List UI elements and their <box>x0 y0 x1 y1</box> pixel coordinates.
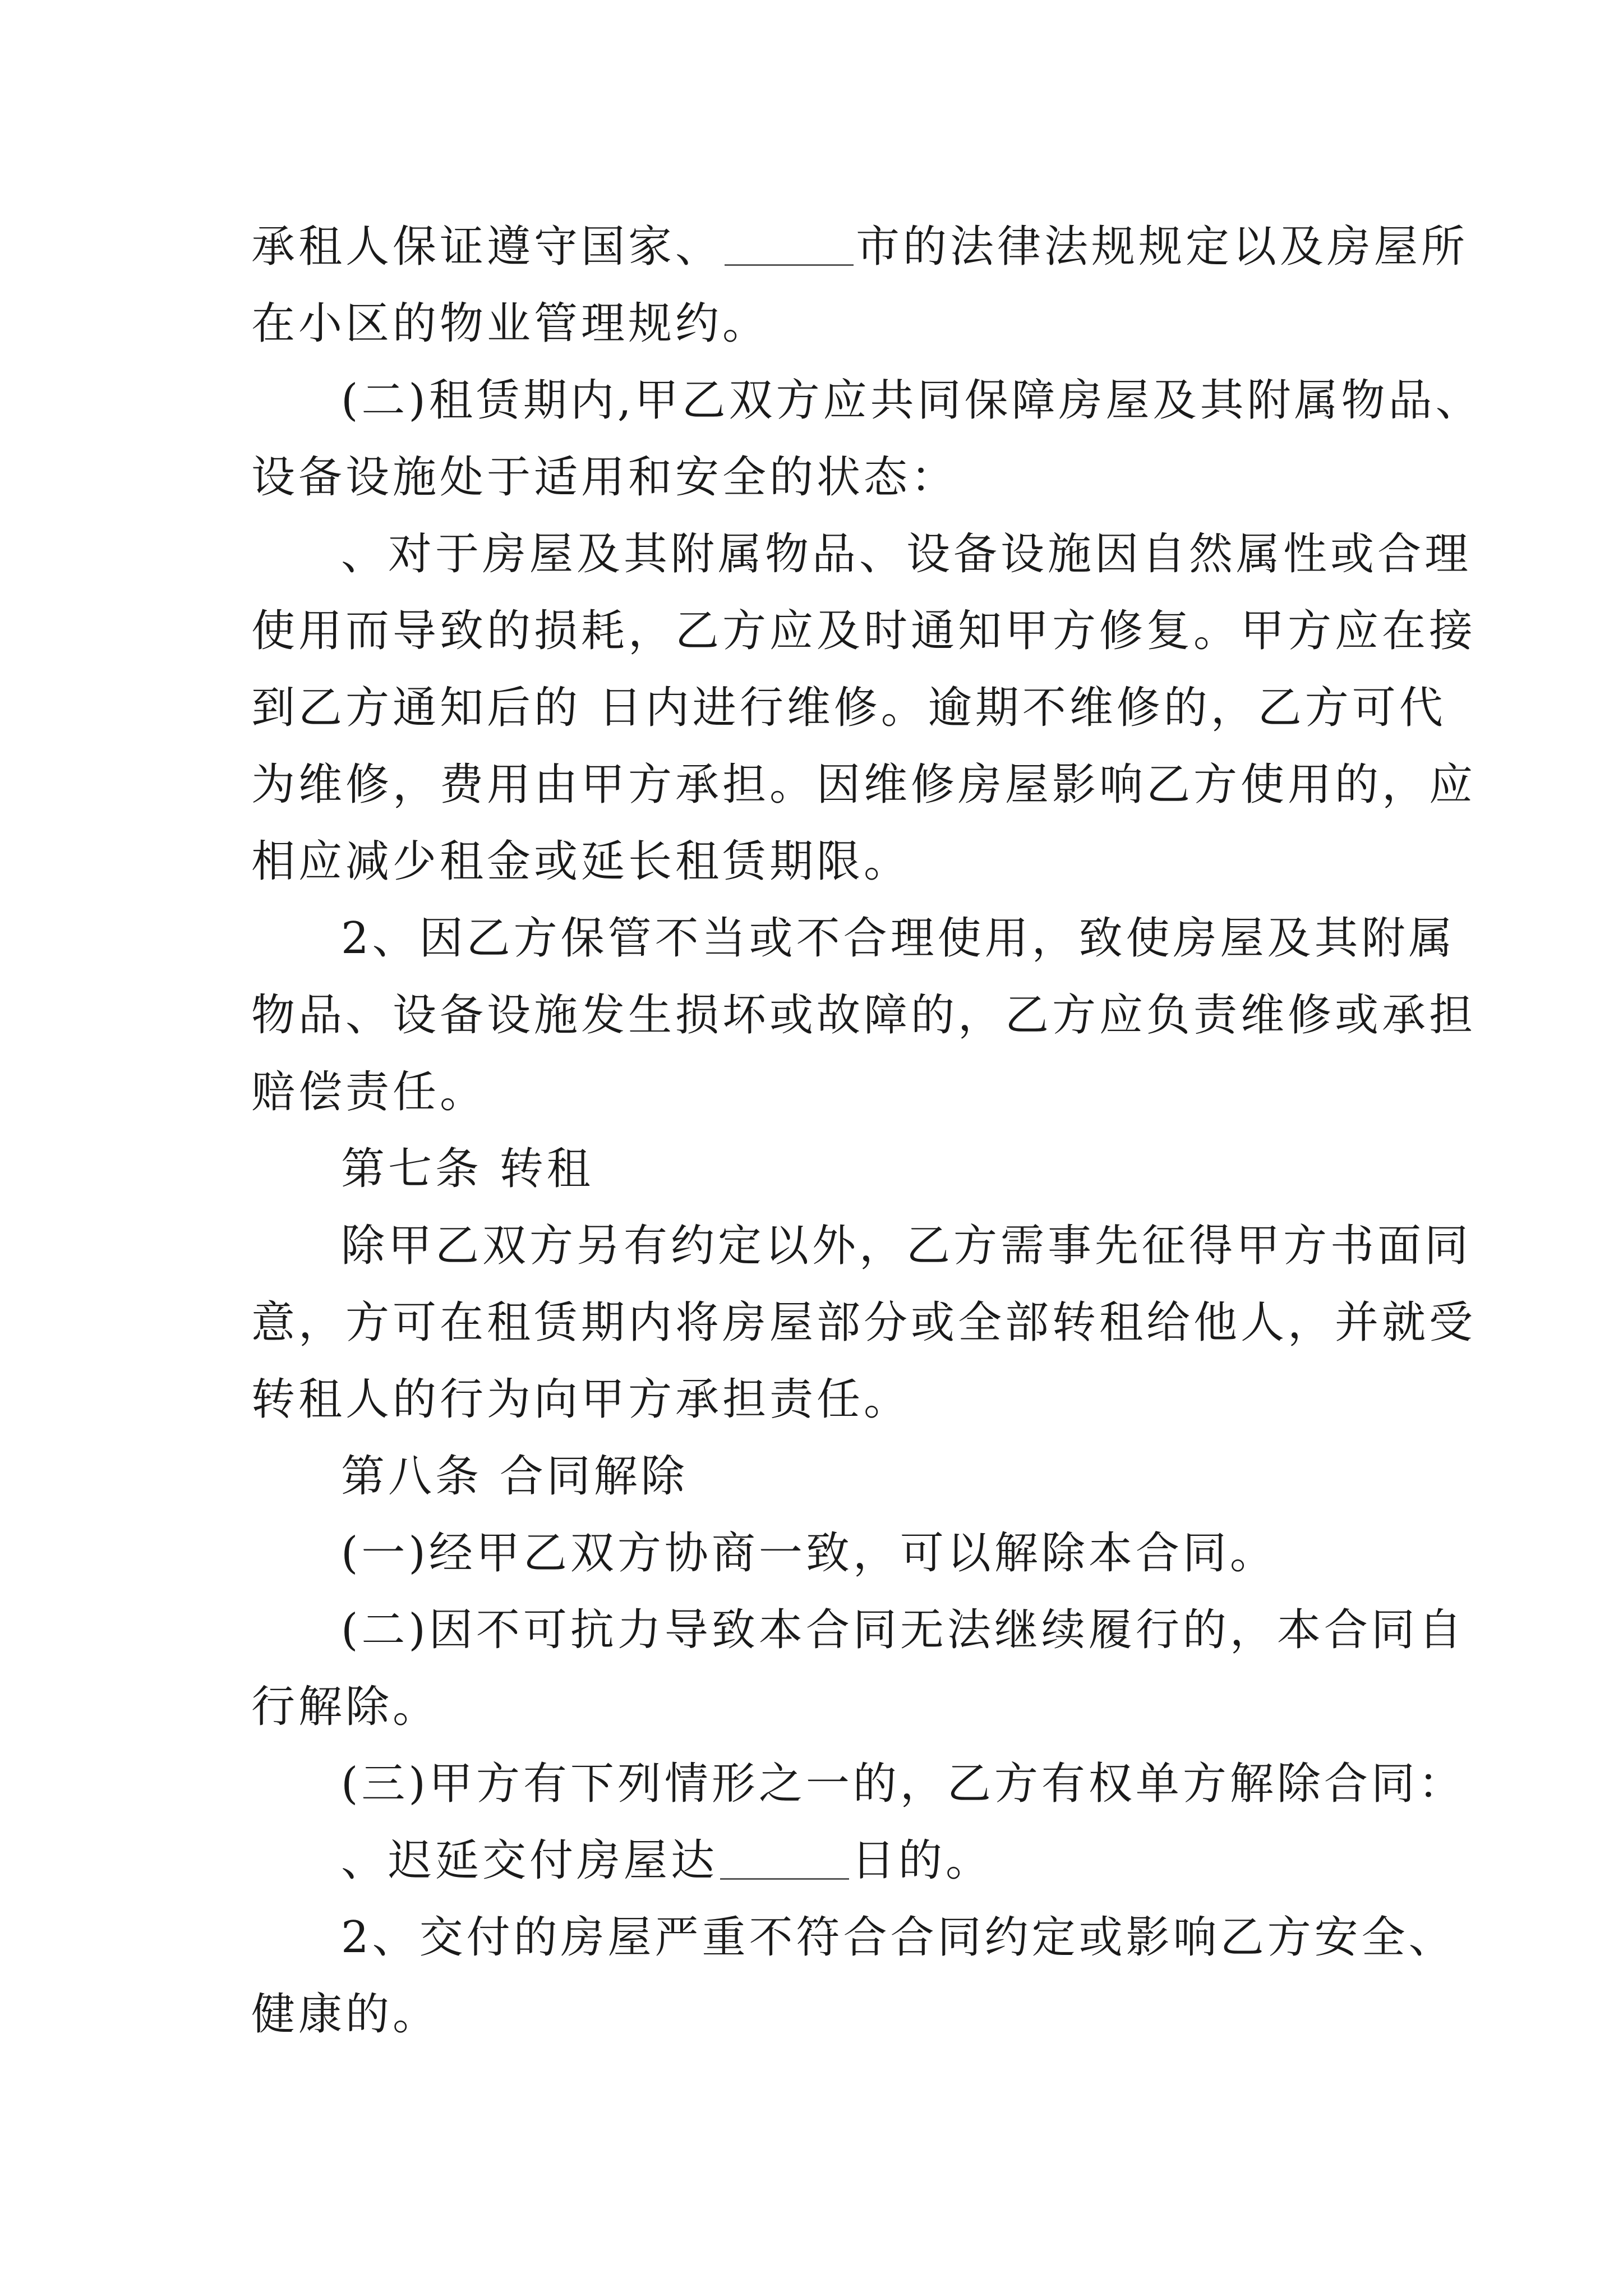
paragraph-termination-2 <box>251 1592 1465 1746</box>
text-line: 物品、设备设施发生损坏或故障的，乙方应负责维修或承担 <box>251 990 1477 1041</box>
paragraph-repair-item-1 <box>251 516 1477 900</box>
section-heading: 第七条 转租 <box>341 1144 594 1194</box>
text-line: 行解除。 <box>251 1682 440 1732</box>
text-line: 、对于房屋及其附属物品、设备设施因自然属性或合理 <box>341 529 1472 579</box>
text-line: 使用而导致的损耗，乙方应及时通知甲方修复。甲方应在接 <box>251 606 1477 656</box>
paragraph-delay-item <box>251 1823 1395 1899</box>
heading-article-7 <box>251 1131 1395 1208</box>
fill-in-blank-city[interactable] <box>725 220 854 266</box>
text-line: 2、因乙方保管不当或不合理使用，致使房屋及其附属 <box>341 913 1456 964</box>
text-line: 健康的。 <box>251 1989 440 2040</box>
text-line: (二)租赁期内,甲乙双方应共同保障房屋及其附属物品、 <box>341 375 1483 426</box>
section-heading: 第八条 合同解除 <box>341 1451 688 1502</box>
text-line: (三)甲方有下列情形之一的，乙方有权单方解除合同： <box>341 1759 1465 1809</box>
paragraph-clause-2 <box>251 362 1483 516</box>
paragraph-termination-1 <box>251 1515 1395 1592</box>
paragraph-termination-3 <box>251 1746 1465 1823</box>
paragraph-safety-item <box>251 1899 1456 2053</box>
paragraph-repair-item-2 <box>251 900 1477 1131</box>
text-line: 相应减少租金或延长租赁期限。 <box>251 836 911 887</box>
text-line: 为维修，费用由甲方承担。因维修房屋影响乙方使用的，应 <box>251 760 1477 810</box>
text-segment: 、迟延交付房屋达 <box>341 1835 718 1886</box>
fill-in-blank-days[interactable] <box>720 1834 849 1880</box>
text-segment: 承租人保证遵守国家、 <box>251 222 723 272</box>
text-line: 到乙方通知后的 日内进行维修。逾期不维修的，乙方可代 <box>251 683 1446 733</box>
text-line <box>251 1823 1395 1899</box>
text-line <box>251 209 1469 286</box>
heading-article-8 <box>251 1438 1395 1515</box>
text-line: 转租人的行为向甲方承担责任。 <box>251 1374 911 1425</box>
text-line: 在小区的物业管理规约。 <box>251 298 770 349</box>
paragraph-sublease <box>251 1208 1477 1438</box>
document-body <box>251 209 1483 2053</box>
text-line: (一)经甲乙双方协商一致，可以解除本合同。 <box>341 1528 1277 1579</box>
text-line: 意，方可在租赁期内将房屋部分或全部转租给他人，并就受 <box>251 1297 1477 1348</box>
text-segment: 日的。 <box>851 1835 993 1886</box>
text-line: 赔偿责任。 <box>251 1067 487 1117</box>
text-line: 设备设施处于适用和安全的状态： <box>251 452 958 503</box>
text-segment: 市的法律法规规定以及房屋所 <box>856 222 1469 272</box>
paragraph-compliance <box>251 209 1469 362</box>
text-line: (二)因不可抗力导致本合同无法继续履行的，本合同自 <box>341 1605 1465 1655</box>
text-line: 除甲乙双方另有约定以外，乙方需事先征得甲方书面同 <box>341 1221 1472 1271</box>
text-line: 2、交付的房屋严重不符合合同约定或影响乙方安全、 <box>341 1912 1456 1963</box>
